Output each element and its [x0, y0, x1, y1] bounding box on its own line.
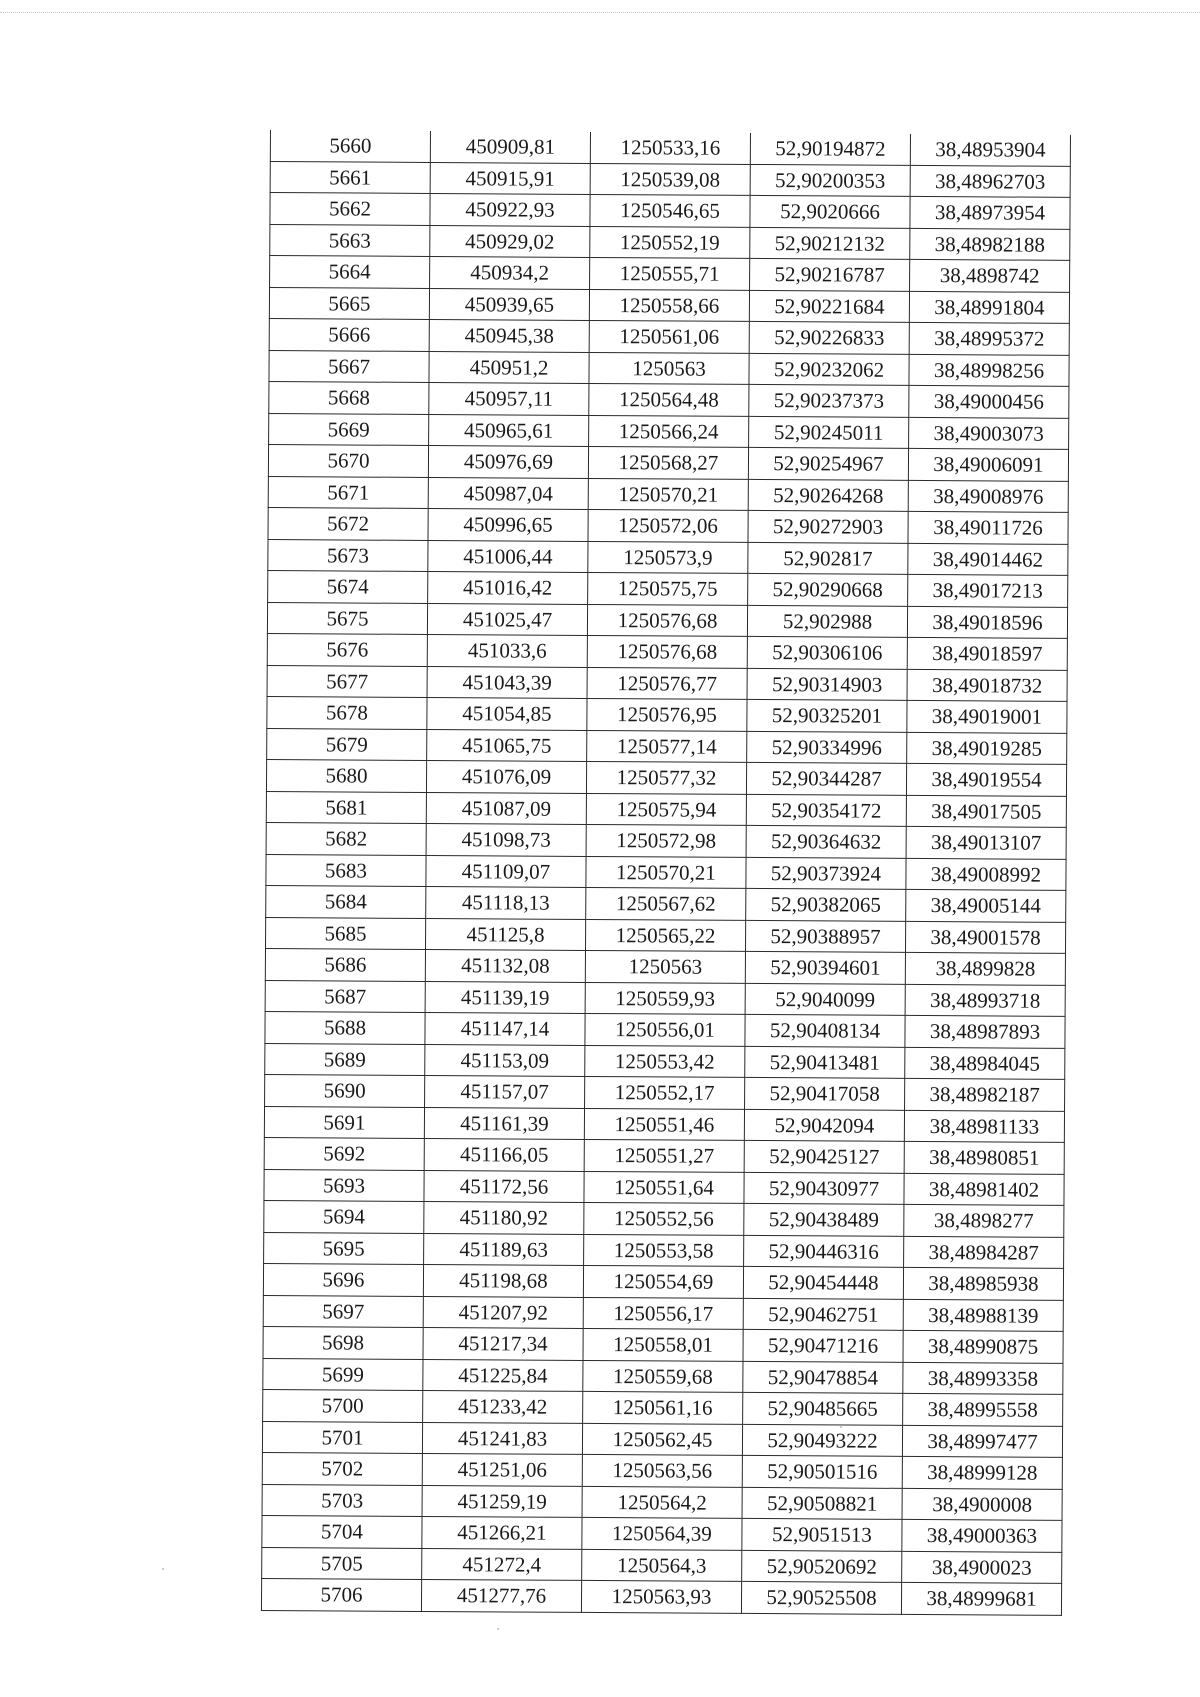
x-coordinate-cell: 451166,05 [424, 1138, 584, 1170]
latitude-cell: 52,9051513 [742, 1518, 902, 1550]
point-number-cell: 5672 [268, 507, 428, 539]
x-coordinate-cell: 451147,14 [425, 1012, 585, 1044]
table-row [266, 822, 1066, 858]
y-coordinate-cell: 1250564,2 [582, 1486, 742, 1518]
y-coordinate-cell: 1250564,39 [582, 1517, 742, 1549]
coordinates-table-body [261, 130, 1070, 1615]
point-number-cell: 5677 [267, 665, 427, 697]
point-number-cell: 5664 [270, 256, 430, 288]
point-number-cell: 5689 [265, 1043, 425, 1075]
point-number-cell: 5696 [263, 1263, 423, 1295]
table-row [265, 1043, 1065, 1079]
longitude-cell: 38,4899828 [905, 952, 1065, 984]
x-coordinate-cell: 450934,2 [430, 256, 590, 288]
latitude-cell: 52,90264268 [748, 479, 908, 511]
table-row [270, 130, 1070, 166]
x-coordinate-cell: 450915,91 [430, 162, 590, 194]
latitude-cell: 52,90194872 [750, 133, 910, 165]
y-coordinate-cell: 1250576,77 [587, 667, 747, 699]
x-coordinate-cell: 451125,8 [425, 918, 585, 950]
longitude-cell: 38,48981402 [904, 1173, 1064, 1205]
latitude-cell: 52,90226833 [749, 321, 909, 353]
y-coordinate-cell: 1250552,17 [585, 1076, 745, 1108]
table-row [269, 350, 1069, 386]
latitude-cell: 52,90394601 [745, 951, 905, 983]
latitude-cell: 52,90525508 [741, 1581, 901, 1613]
latitude-cell: 52,90373924 [746, 857, 906, 889]
y-coordinate-cell: 1250567,62 [586, 887, 746, 919]
longitude-cell: 38,48998256 [909, 354, 1069, 386]
table-row [263, 1295, 1063, 1331]
x-coordinate-cell: 451189,63 [424, 1233, 584, 1265]
table-row [266, 854, 1066, 890]
point-number-cell: 5666 [269, 318, 429, 350]
table-row [268, 507, 1068, 543]
x-coordinate-cell: 450939,65 [429, 288, 589, 320]
table-row [268, 444, 1068, 480]
longitude-cell: 38,48987893 [905, 1015, 1065, 1047]
latitude-cell: 52,90212132 [750, 227, 910, 259]
latitude-cell: 52,90430977 [744, 1172, 904, 1204]
x-coordinate-cell: 450957,11 [429, 382, 589, 414]
latitude-cell: 52,90446316 [744, 1235, 904, 1267]
longitude-cell: 38,49019554 [906, 763, 1066, 795]
point-number-cell: 5685 [266, 917, 426, 949]
point-number-cell: 5679 [267, 728, 427, 760]
longitude-cell: 38,48995372 [909, 322, 1069, 354]
table-row [265, 980, 1065, 1016]
y-coordinate-cell: 1250568,27 [588, 446, 748, 478]
point-number-cell: 5705 [262, 1547, 422, 1579]
longitude-cell: 38,48997477 [902, 1425, 1062, 1457]
latitude-cell: 52,90478854 [743, 1361, 903, 1393]
point-number-cell: 5683 [266, 854, 426, 886]
longitude-cell: 38,49018597 [907, 637, 1067, 669]
table-row [269, 287, 1069, 323]
latitude-cell: 52,90254967 [748, 447, 908, 479]
point-number-cell: 5692 [264, 1137, 424, 1169]
point-number-cell: 5691 [264, 1106, 424, 1138]
x-coordinate-cell: 450922,93 [430, 193, 590, 225]
scan-speck [840, 1426, 842, 1428]
longitude-cell: 38,4898277 [904, 1204, 1064, 1236]
point-number-cell: 5673 [268, 539, 428, 571]
latitude-cell: 52,90325201 [747, 699, 907, 731]
x-coordinate-cell: 451139,19 [425, 981, 585, 1013]
x-coordinate-cell: 451109,07 [426, 855, 586, 887]
y-coordinate-cell: 1250563,93 [581, 1580, 741, 1612]
latitude-cell: 52,90438489 [744, 1203, 904, 1235]
point-number-cell: 5680 [266, 759, 426, 791]
y-coordinate-cell: 1250576,68 [587, 635, 747, 667]
latitude-cell: 52,90314903 [747, 668, 907, 700]
latitude-cell: 52,90200353 [750, 164, 910, 196]
x-coordinate-cell: 451054,85 [427, 697, 587, 729]
y-coordinate-cell: 1250539,08 [590, 163, 750, 195]
point-number-cell: 5678 [267, 696, 427, 728]
latitude-cell: 52,90501516 [742, 1455, 902, 1487]
point-number-cell: 5694 [264, 1200, 424, 1232]
table-row [263, 1263, 1063, 1299]
x-coordinate-cell: 450996,65 [428, 508, 588, 540]
y-coordinate-cell: 1250572,98 [586, 824, 746, 856]
y-coordinate-cell: 1250572,06 [588, 509, 748, 541]
x-coordinate-cell: 451266,21 [422, 1516, 582, 1548]
x-coordinate-cell: 450976,69 [428, 445, 588, 477]
x-coordinate-cell: 451153,09 [425, 1044, 585, 1076]
y-coordinate-cell: 1250553,58 [584, 1234, 744, 1266]
x-coordinate-cell: 451098,73 [426, 823, 586, 855]
x-coordinate-cell: 451132,08 [425, 949, 585, 981]
longitude-cell: 38,48984045 [905, 1047, 1065, 1079]
longitude-cell: 38,48993358 [903, 1362, 1063, 1394]
table-row [263, 1389, 1063, 1425]
table-row [270, 256, 1070, 292]
point-number-cell: 5686 [265, 948, 425, 980]
y-coordinate-cell: 1250577,32 [586, 761, 746, 793]
longitude-cell: 38,48980851 [904, 1141, 1064, 1173]
longitude-cell: 38,49008992 [906, 858, 1066, 890]
latitude-cell: 52,90306106 [747, 636, 907, 668]
point-number-cell: 5670 [268, 444, 428, 476]
x-coordinate-cell: 451259,19 [422, 1485, 582, 1517]
table-row [262, 1484, 1062, 1520]
longitude-cell: 38,48999681 [901, 1582, 1061, 1614]
x-coordinate-cell: 450987,04 [428, 477, 588, 509]
latitude-cell: 52,90290668 [748, 573, 908, 605]
latitude-cell: 52,90485665 [743, 1392, 903, 1424]
latitude-cell: 52,90334996 [747, 731, 907, 763]
longitude-cell: 38,49000363 [902, 1519, 1062, 1551]
latitude-cell: 52,90221684 [749, 290, 909, 322]
x-coordinate-cell: 451065,75 [427, 729, 587, 761]
table-row [264, 1137, 1064, 1173]
longitude-cell: 38,49018732 [907, 669, 1067, 701]
latitude-cell: 52,90454448 [743, 1266, 903, 1298]
y-coordinate-cell: 1250563 [589, 352, 749, 384]
y-coordinate-cell: 1250552,19 [590, 226, 750, 258]
y-coordinate-cell: 1250575,75 [588, 572, 748, 604]
y-coordinate-cell: 1250573,9 [588, 541, 748, 573]
x-coordinate-cell: 451087,09 [426, 792, 586, 824]
y-coordinate-cell: 1250559,68 [583, 1360, 743, 1392]
table-row [266, 791, 1066, 827]
y-coordinate-cell: 1250564,48 [589, 383, 749, 415]
longitude-cell: 38,49011726 [908, 511, 1068, 543]
table-row [262, 1452, 1062, 1488]
y-coordinate-cell: 1250566,24 [589, 415, 749, 447]
point-number-cell: 5671 [268, 476, 428, 508]
table-row [270, 161, 1070, 197]
x-coordinate-cell: 451251,06 [422, 1453, 582, 1485]
table-row [266, 759, 1066, 795]
table-row [262, 1515, 1062, 1551]
point-number-cell: 5690 [265, 1074, 425, 1106]
longitude-cell: 38,48999128 [902, 1456, 1062, 1488]
latitude-cell: 52,902817 [748, 542, 908, 574]
point-number-cell: 5693 [264, 1169, 424, 1201]
x-coordinate-cell: 451016,42 [428, 571, 588, 603]
point-number-cell: 5701 [262, 1421, 422, 1453]
latitude-cell: 52,90354172 [746, 794, 906, 826]
point-number-cell: 5675 [267, 602, 427, 634]
y-coordinate-cell: 1250577,14 [587, 730, 747, 762]
longitude-cell: 38,49019001 [907, 700, 1067, 732]
point-number-cell: 5699 [263, 1358, 423, 1390]
x-coordinate-cell: 451272,4 [422, 1548, 582, 1580]
longitude-cell: 38,4900008 [902, 1488, 1062, 1520]
x-coordinate-cell: 451118,13 [426, 886, 586, 918]
latitude-cell: 52,90417058 [745, 1077, 905, 1109]
table-row [268, 539, 1068, 575]
latitude-cell: 52,90344287 [746, 762, 906, 794]
point-number-cell: 5667 [269, 350, 429, 382]
y-coordinate-cell: 1250563,56 [582, 1454, 742, 1486]
table-row [265, 1074, 1065, 1110]
point-number-cell: 5684 [266, 885, 426, 917]
table-row [262, 1547, 1062, 1583]
latitude-cell: 52,9020666 [750, 195, 910, 227]
coordinates-table [261, 130, 1071, 1615]
point-number-cell: 5681 [266, 791, 426, 823]
point-number-cell: 5706 [261, 1578, 421, 1610]
table-row [261, 1578, 1061, 1614]
x-coordinate-cell: 451180,92 [424, 1201, 584, 1233]
point-number-cell: 5665 [269, 287, 429, 319]
longitude-cell: 38,49019285 [907, 732, 1067, 764]
y-coordinate-cell: 1250561,06 [589, 320, 749, 352]
y-coordinate-cell: 1250576,68 [587, 604, 747, 636]
point-number-cell: 5668 [269, 381, 429, 413]
longitude-cell: 38,49008976 [908, 480, 1068, 512]
point-number-cell: 5703 [262, 1484, 422, 1516]
x-coordinate-cell: 451157,07 [425, 1075, 585, 1107]
longitude-cell: 38,49003073 [909, 417, 1069, 449]
x-coordinate-cell: 451225,84 [423, 1359, 583, 1391]
longitude-cell: 38,4898742 [910, 259, 1070, 291]
point-number-cell: 5695 [264, 1232, 424, 1264]
latitude-cell: 52,90232062 [749, 353, 909, 385]
latitude-cell: 52,90237373 [749, 384, 909, 416]
x-coordinate-cell: 450965,61 [429, 414, 589, 446]
y-coordinate-cell: 1250561,16 [583, 1391, 743, 1423]
scan-edge-line [0, 12, 1200, 13]
x-coordinate-cell: 451277,76 [421, 1579, 581, 1611]
table-row [264, 1200, 1064, 1236]
table-row [263, 1326, 1063, 1362]
x-coordinate-cell: 450929,02 [430, 225, 590, 257]
y-coordinate-cell: 1250556,17 [583, 1297, 743, 1329]
table-row [262, 1421, 1062, 1457]
scan-speck [497, 1628, 499, 1630]
point-number-cell: 5663 [270, 224, 430, 256]
y-coordinate-cell: 1250554,69 [583, 1265, 743, 1297]
table-row [267, 728, 1067, 764]
y-coordinate-cell: 1250556,01 [585, 1013, 745, 1045]
point-number-cell: 5697 [263, 1295, 423, 1327]
point-number-cell: 5688 [265, 1011, 425, 1043]
longitude-cell: 38,48985938 [903, 1267, 1063, 1299]
point-number-cell: 5661 [270, 161, 430, 193]
x-coordinate-cell: 451033,6 [427, 634, 587, 666]
latitude-cell: 52,90364632 [746, 825, 906, 857]
longitude-cell: 38,48990875 [903, 1330, 1063, 1362]
table-row [268, 570, 1068, 606]
longitude-cell: 38,48973954 [910, 196, 1070, 228]
scan-speck [162, 1568, 164, 1570]
longitude-cell: 38,49014462 [908, 543, 1068, 575]
longitude-cell: 38,48991804 [909, 291, 1069, 323]
point-number-cell: 5687 [265, 980, 425, 1012]
longitude-cell: 38,4900023 [902, 1551, 1062, 1583]
longitude-cell: 38,49017505 [906, 795, 1066, 827]
table-row [267, 602, 1067, 638]
x-coordinate-cell: 450945,38 [429, 319, 589, 351]
table-row [267, 665, 1067, 701]
latitude-cell: 52,90216787 [750, 258, 910, 290]
latitude-cell: 52,90471216 [743, 1329, 903, 1361]
y-coordinate-cell: 1250553,42 [585, 1045, 745, 1077]
table-row [267, 696, 1067, 732]
x-coordinate-cell: 451172,56 [424, 1170, 584, 1202]
point-number-cell: 5674 [268, 570, 428, 602]
table-row [269, 413, 1069, 449]
point-number-cell: 5682 [266, 822, 426, 854]
x-coordinate-cell: 450951,2 [429, 351, 589, 383]
table-row [266, 917, 1066, 953]
y-coordinate-cell: 1250546,65 [590, 194, 750, 226]
longitude-cell: 38,48993718 [905, 984, 1065, 1016]
latitude-cell: 52,90493222 [742, 1424, 902, 1456]
y-coordinate-cell: 1250559,93 [585, 982, 745, 1014]
y-coordinate-cell: 1250533,16 [590, 132, 750, 164]
point-number-cell: 5702 [262, 1452, 422, 1484]
longitude-cell: 38,49018596 [907, 606, 1067, 638]
y-coordinate-cell: 1250563 [585, 950, 745, 982]
longitude-cell: 38,48962703 [910, 165, 1070, 197]
y-coordinate-cell: 1250570,21 [586, 856, 746, 888]
x-coordinate-cell: 451006,44 [428, 540, 588, 572]
table-row [269, 318, 1069, 354]
y-coordinate-cell: 1250565,22 [585, 919, 745, 951]
longitude-cell: 38,49006091 [908, 448, 1068, 480]
x-coordinate-cell: 451161,39 [424, 1107, 584, 1139]
longitude-cell: 38,48984287 [904, 1236, 1064, 1268]
longitude-cell: 38,49001578 [905, 921, 1065, 953]
table-row [267, 633, 1067, 669]
latitude-cell: 52,90413481 [745, 1046, 905, 1078]
x-coordinate-cell: 451217,34 [423, 1327, 583, 1359]
y-coordinate-cell: 1250558,01 [583, 1328, 743, 1360]
latitude-cell: 52,90245011 [749, 416, 909, 448]
point-number-cell: 5700 [263, 1389, 423, 1421]
table-row [265, 948, 1065, 984]
x-coordinate-cell: 451025,47 [427, 603, 587, 635]
x-coordinate-cell: 451076,09 [426, 760, 586, 792]
table-row [269, 381, 1069, 417]
longitude-cell: 38,48953904 [910, 134, 1070, 166]
point-number-cell: 5704 [262, 1515, 422, 1547]
table-row [263, 1358, 1063, 1394]
x-coordinate-cell: 451043,39 [427, 666, 587, 698]
table-row [266, 885, 1066, 921]
latitude-cell: 52,902988 [747, 605, 907, 637]
latitude-cell: 52,9040099 [745, 983, 905, 1015]
latitude-cell: 52,90508821 [742, 1487, 902, 1519]
y-coordinate-cell: 1250558,66 [589, 289, 749, 321]
latitude-cell: 52,90462751 [743, 1298, 903, 1330]
longitude-cell: 38,48995558 [903, 1393, 1063, 1425]
table-row [270, 224, 1070, 260]
x-coordinate-cell: 450909,81 [430, 131, 590, 163]
longitude-cell: 38,48988139 [903, 1299, 1063, 1331]
table-row [264, 1232, 1064, 1268]
point-number-cell: 5660 [270, 130, 430, 162]
longitude-cell: 38,49000456 [909, 385, 1069, 417]
y-coordinate-cell: 1250551,64 [584, 1171, 744, 1203]
latitude-cell: 52,9042094 [744, 1109, 904, 1141]
longitude-cell: 38,48982187 [905, 1078, 1065, 1110]
latitude-cell: 52,90382065 [746, 888, 906, 920]
y-coordinate-cell: 1250551,46 [584, 1108, 744, 1140]
longitude-cell: 38,48981133 [904, 1110, 1064, 1142]
y-coordinate-cell: 1250570,21 [588, 478, 748, 510]
latitude-cell: 52,90388957 [745, 920, 905, 952]
table-row [265, 1011, 1065, 1047]
table-row [264, 1169, 1064, 1205]
latitude-cell: 52,90425127 [744, 1140, 904, 1172]
point-number-cell: 5676 [267, 633, 427, 665]
y-coordinate-cell: 1250575,94 [586, 793, 746, 825]
y-coordinate-cell: 1250562,45 [582, 1423, 742, 1455]
latitude-cell: 52,90408134 [745, 1014, 905, 1046]
y-coordinate-cell: 1250555,71 [590, 257, 750, 289]
table-row [268, 476, 1068, 512]
longitude-cell: 38,48982188 [910, 228, 1070, 260]
x-coordinate-cell: 451241,83 [422, 1422, 582, 1454]
longitude-cell: 38,49013107 [906, 826, 1066, 858]
x-coordinate-cell: 451233,42 [423, 1390, 583, 1422]
point-number-cell: 5698 [263, 1326, 423, 1358]
table-row [270, 193, 1070, 229]
x-coordinate-cell: 451207,92 [423, 1296, 583, 1328]
y-coordinate-cell: 1250552,56 [584, 1202, 744, 1234]
latitude-cell: 52,90520692 [742, 1550, 902, 1582]
latitude-cell: 52,90272903 [748, 510, 908, 542]
table-row [264, 1106, 1064, 1142]
y-coordinate-cell: 1250551,27 [584, 1139, 744, 1171]
y-coordinate-cell: 1250564,3 [582, 1549, 742, 1581]
y-coordinate-cell: 1250576,95 [587, 698, 747, 730]
longitude-cell: 38,49017213 [908, 574, 1068, 606]
point-number-cell: 5669 [269, 413, 429, 445]
x-coordinate-cell: 451198,68 [423, 1264, 583, 1296]
point-number-cell: 5662 [270, 193, 430, 225]
longitude-cell: 38,49005144 [906, 889, 1066, 921]
